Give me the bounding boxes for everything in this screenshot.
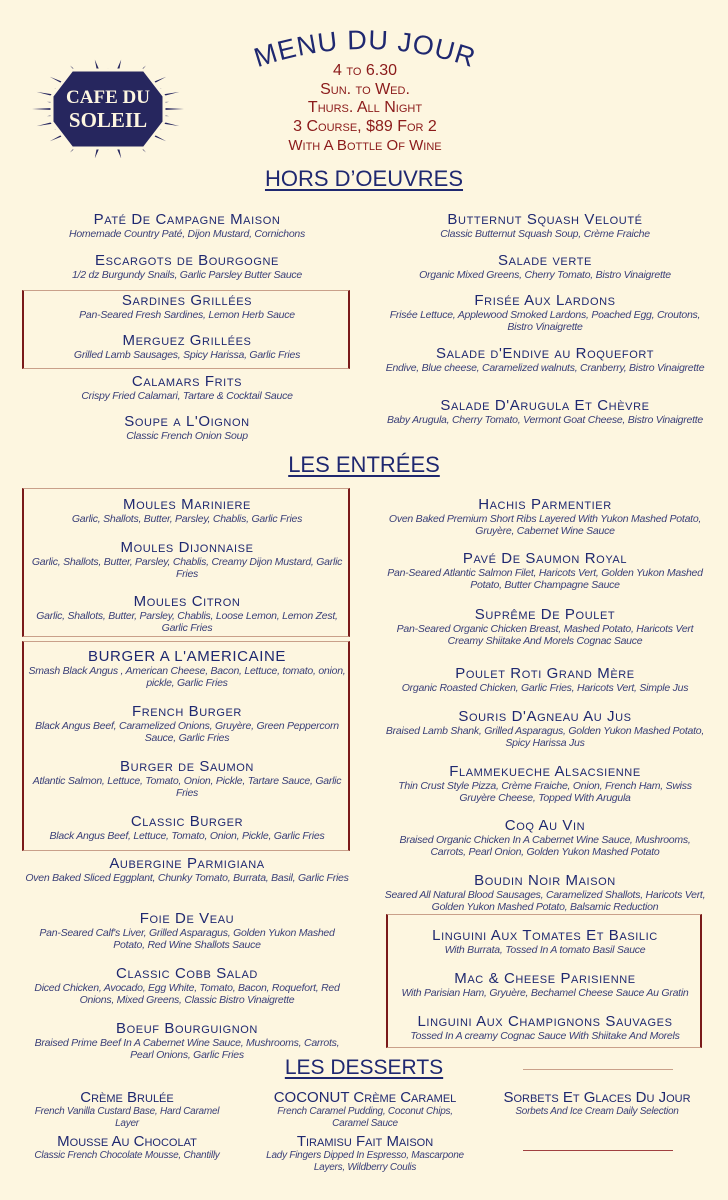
logo-text-line1: CAFE DU bbox=[66, 87, 150, 108]
menu-item-name: Mac & Cheese Parisienne bbox=[454, 970, 636, 987]
menu-item-name: Paté De Campagne Maison bbox=[93, 211, 281, 228]
menu-item-name: Hachis Parmentier bbox=[478, 496, 612, 513]
menu-item bbox=[24, 1021, 350, 1061]
menu-item-description: Organic Roasted Chicken, Garlic Fries, Haricots Vert, Simple Jus bbox=[401, 682, 689, 694]
menu-item-name: Butternut Squash Velouté bbox=[447, 211, 643, 228]
menu-item-name: Sardines Grillées bbox=[121, 292, 253, 309]
menu-item-description: Homemade Country Paté, Dijon Mustard, Cornichons bbox=[68, 228, 306, 240]
menu-item-description: Classic French Onion Soup bbox=[126, 430, 248, 442]
menu-item bbox=[384, 666, 706, 694]
menu-item-description: Lady Fingers Dipped In Espresso, Mascarpone Layers, Wildberry Coulis bbox=[266, 1150, 464, 1173]
menu-item-name: Classic Burger bbox=[130, 813, 244, 830]
menu-item-name: Frisée Aux Lardons bbox=[474, 292, 616, 309]
menu-item-name: Salade verte bbox=[498, 252, 592, 269]
menu-item bbox=[22, 1090, 232, 1130]
menu-item bbox=[24, 966, 350, 1006]
menu-item-name: Classic Cobb Salad bbox=[116, 965, 258, 982]
menu-item bbox=[382, 212, 708, 240]
menu-item bbox=[22, 212, 352, 240]
menu-item-description: Atlantic Salmon, Lettuce, Tomato, Onion, Pickle, Tartare Sauce, Garlic Fries bbox=[32, 775, 342, 799]
menu-item-name: Linguini Aux Champignons Sauvages bbox=[417, 1013, 673, 1030]
logo-text-line2: SOLEIL bbox=[68, 108, 148, 132]
menu-item-name: Soupe a L'Oignon bbox=[124, 413, 250, 430]
menu-item-description: Pan-Seared Atlantic Salmon Filet, Haricots Vert, Golden Yukon Mashed Potato, Butter Champagne Sauce bbox=[387, 567, 703, 591]
menu-item-name: Merguez Grillées bbox=[122, 332, 252, 349]
menu-item-description: Endive, Blue cheese, Caramelized walnuts, Cranberry, Bistro Vinaigrette bbox=[385, 362, 705, 374]
header-price: 3 Course, $89 For 2 bbox=[293, 118, 437, 135]
menu-item bbox=[258, 1134, 472, 1174]
menu-item bbox=[24, 540, 350, 580]
menu-item-name: Pavé De Saumon Royal bbox=[462, 550, 628, 567]
menu-item-description: Smash Black Angus , American Cheese, Bacon, Lettuce, tomato, onion, pickle, Garlic Fries bbox=[28, 665, 346, 689]
menu-item-name: BURGER A L'AMERICAINE bbox=[87, 648, 286, 665]
menu-item-name: Salade D'Arugula Et Chèvre bbox=[440, 397, 650, 414]
menu-item-name: Escargots de Bourgogne bbox=[95, 252, 279, 269]
menu-item-description: Seared All Natural Blood Sausages, Caramelized Shallots, Haricots Vert, Golden Yukon Mashed Potato, Balsamic Reduction bbox=[384, 889, 706, 913]
divider-line bbox=[523, 1150, 673, 1151]
menu-item-name: Salade d'Endive au Roquefort bbox=[435, 345, 655, 362]
menu-item-name: Moules Mariniere bbox=[122, 496, 251, 513]
menu-item-name: Tiramisu Fait Maison bbox=[296, 1133, 434, 1150]
divider-line bbox=[523, 1069, 673, 1070]
menu-item bbox=[22, 1134, 232, 1162]
section-heading-entrees: LES ENTRÉES bbox=[288, 452, 440, 477]
menu-item-description: Garlic, Shallots, Butter, Parsley, Chablis, Loose Lemon, Lemon Zest, Garlic Fries bbox=[36, 610, 338, 634]
menu-item bbox=[24, 704, 350, 744]
menu-item-description: With Parisian Ham, Gryuère, Bechamel Cheese Sauce Au Gratin bbox=[401, 987, 689, 999]
menu-item-description: Sorbets And Ice Cream Daily Selection bbox=[515, 1106, 679, 1117]
section-heading-desserts: LES DESSERTS bbox=[284, 1056, 444, 1079]
menu-item bbox=[384, 709, 706, 749]
menu-item bbox=[22, 253, 352, 281]
menu-item bbox=[24, 649, 350, 689]
menu-item-name: Foie De Veau bbox=[139, 910, 235, 927]
menu-item-name: Boudin Noir Maison bbox=[474, 872, 616, 889]
menu-item-name: Boeuf Bourguignon bbox=[116, 1020, 258, 1037]
menu-item bbox=[24, 594, 350, 634]
menu-item-name: COCONUT Crème Caramel bbox=[273, 1089, 457, 1106]
menu-item-description: Thin Crust Style Pizza, Crème Fraiche, Onion, French Ham, Swiss Gruyère Cheese, Topped With Arugula bbox=[398, 780, 692, 804]
menu-item bbox=[382, 293, 708, 333]
menu-item-name: Calamars Frits bbox=[131, 373, 243, 390]
menu-item-description: Pan-Seared Calf's Liver, Grilled Asparagus, Golden Yukon Mashed Potato, Red Wine Shallots Sauce bbox=[39, 927, 335, 951]
menu-item-description: Oven Baked Premium Short Ribs Layered With Yukon Mashed Potato, Gruyère, Cabernet Wine Sauce bbox=[388, 513, 702, 537]
menu-item bbox=[500, 1090, 694, 1118]
menu-item-description: Grilled Lamb Sausages, Spicy Harissa, Garlic Fries bbox=[73, 349, 301, 361]
menu-item-description: Black Angus Beef, Lettuce, Tomato, Onion, Pickle, Garlic Fries bbox=[49, 830, 325, 842]
menu-item-description: Garlic, Shallots, Butter, Parsley, Chablis, Creamy Dijon Mustard, Garlic Fries bbox=[31, 556, 343, 580]
menu-item bbox=[258, 1090, 472, 1130]
menu-item bbox=[384, 764, 706, 804]
menu-item-description: Classic French Chocolate Mousse, Chantilly bbox=[34, 1150, 220, 1161]
menu-item-name: Mousse Au Chocolat bbox=[57, 1133, 197, 1150]
header-hours: 4 to 6.30 bbox=[332, 62, 397, 79]
menu-item bbox=[24, 497, 350, 525]
menu-item-name: Aubergine Parmigiana bbox=[109, 855, 265, 872]
header-days: Sun. to Wed. bbox=[320, 81, 410, 98]
menu-item bbox=[24, 911, 350, 951]
menu-item bbox=[24, 856, 350, 884]
menu-item bbox=[384, 971, 706, 999]
menu-item-description: Pan-Seared Organic Chicken Breast, Mashed Potato, Haricots Vert Creamy Shiitake And Morels Cognac Sauce bbox=[396, 623, 694, 647]
menu-item-name: Moules Dijonnaise bbox=[120, 539, 254, 556]
menu-item-description: Braised Organic Chicken In A Cabernet Wine Sauce, Mushrooms, Carrots, Pearl Onion, Golden Yukon Mashed Potato bbox=[399, 834, 691, 858]
menu-item-description: Braised Prime Beef In A Cabernet Wine Sauce, Mushrooms, Carrots, Pearl Onions, Garlic Fries bbox=[34, 1037, 340, 1061]
menu-item bbox=[384, 607, 706, 647]
menu-item-name: Coq Au Vin bbox=[504, 817, 586, 834]
header-thursday: Thurs. All Night bbox=[307, 99, 423, 116]
menu-item-name: Souris D'Agneau Au Jus bbox=[458, 708, 632, 725]
menu-item bbox=[22, 293, 352, 321]
menu-item bbox=[24, 814, 350, 842]
menu-item-description: Pan-Seared Fresh Sardines, Lemon Herb Sauce bbox=[79, 309, 295, 321]
menu-item-description: With Burrata, Tossed In A tomato Basil Sauce bbox=[444, 944, 646, 956]
menu-item-name: Linguini Aux Tomates Et Basilic bbox=[432, 927, 658, 944]
menu-item-description: Garlic, Shallots, Butter, Parsley, Chablis, Garlic Fries bbox=[71, 513, 303, 525]
menu-item-name: Moules Citron bbox=[133, 593, 241, 610]
menu-item-name: Sorbets Et Glaces Du Jour bbox=[503, 1089, 691, 1106]
menu-item-description: French Caramel Pudding, Coconut Chips, Caramel Sauce bbox=[277, 1106, 453, 1129]
menu-item bbox=[384, 551, 706, 591]
menu-item bbox=[24, 759, 350, 799]
menu-item bbox=[384, 873, 706, 913]
menu-item-description: Oven Baked Sliced Eggplant, Chunky Tomato, Burrata, Basil, Garlic Fries bbox=[25, 872, 349, 884]
menu-item-description: French Vanilla Custard Base, Hard Caramel Layer bbox=[34, 1106, 220, 1129]
menu-item-name: Poulet Roti Grand Mère bbox=[455, 665, 635, 682]
header-wine: With A Bottle Of Wine bbox=[288, 137, 442, 154]
menu-item-description: Braised Lamb Shank, Grilled Asparagus, Golden Yukon Mashed Potato, Spicy Harissa Jus bbox=[385, 725, 705, 749]
menu-item-name: Crème Brulée bbox=[80, 1089, 174, 1106]
menu-item-name: French Burger bbox=[132, 703, 242, 720]
section-heading-hors: HORS D’OEUVRES bbox=[264, 166, 464, 191]
menu-item-description: Organic Mixed Greens, Cherry Tomato, Bistro Vinaigrette bbox=[419, 269, 671, 281]
menu-item-description: Diced Chicken, Avocado, Egg White, Tomato, Bacon, Roquefort, Red Onions, Mixed Greens, Classic Bistro Vinaigrette bbox=[34, 982, 340, 1006]
menu-item-description: 1/2 dz Burgundy Snails, Garlic Parsley Butter Sauce bbox=[71, 269, 303, 281]
menu-item-description: Black Angus Beef, Caramelized Onions, Gruyère, Green Peppercorn Sauce, Garlic Fries bbox=[35, 720, 339, 744]
menu-item-description: Baby Arugula, Cherry Tomato, Vermont Goat Cheese, Bistro Vinaigrette bbox=[386, 414, 704, 426]
menu-item-description: Frisée Lettuce, Applewood Smoked Lardons, Poached Egg, Croutons, Bistro Vinaigrette bbox=[389, 309, 701, 333]
menu-title-text: MENU DU JOUR bbox=[250, 28, 480, 74]
menu-item bbox=[22, 414, 352, 442]
menu-item-description: Tossed In A creamy Cognac Sauce With Shiitake And Morels bbox=[410, 1030, 680, 1042]
menu-item-name: Suprême De Poulet bbox=[474, 606, 616, 623]
menu-item-description: Classic Butternut Squash Soup, Crème Fraiche bbox=[440, 228, 650, 240]
menu-item bbox=[384, 928, 706, 956]
menu-item-name: Burger de Saumon bbox=[120, 758, 254, 775]
menu-item-description: Crispy Fried Calamari, Tartare & Cocktail Sauce bbox=[81, 390, 293, 402]
menu-item bbox=[22, 333, 352, 361]
menu-item bbox=[384, 1014, 706, 1042]
menu-item-name: Flammekueche Alsacsienne bbox=[449, 763, 641, 780]
menu-item bbox=[384, 818, 706, 858]
menu-item bbox=[22, 374, 352, 402]
menu-item bbox=[382, 253, 708, 281]
menu-item bbox=[382, 346, 708, 374]
menu-item bbox=[384, 497, 706, 537]
menu-item bbox=[382, 398, 708, 426]
